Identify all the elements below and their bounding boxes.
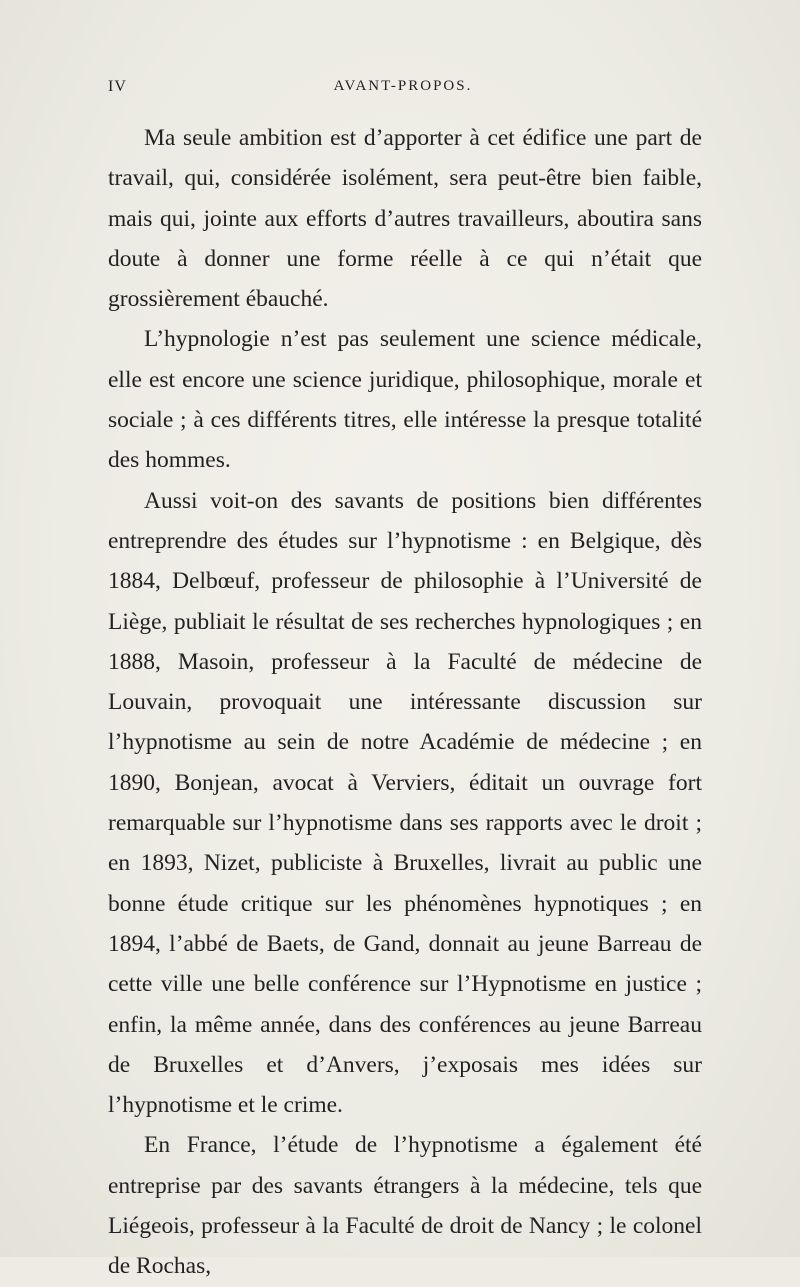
running-head: AVANT-PROPOS. [333,78,473,94]
paragraph-2: L’hypnologie n’est pas seulement une science médicale, elle est encore une science juridique, philosophique, morale et sociale ; à ces différents titres, elle intéresse la presque totalité des hommes. [108,326,702,474]
paragraph-1: Ma seule ambition est d’apporter à cet édifice une part de travail, qui, considérée isolément, sera peut-être bien faible, mais qui, jointe aux efforts d’autres travailleurs, aboutira sans doute à donner une forme réelle à ce qui n’était que grossièrement ébauché. [108,125,702,313]
page-header [108,78,698,102]
body-text [108,118,702,1287]
paragraph-3: Aussi voit-on des savants de positions bien différentes entreprendre des études sur l’hypnotisme : en Belgique, dès 1884, Delbœuf, professeur de philosophie à l’Université de Liège, publiait le résultat de ses recherches hypnologiques ; en 1888, Masoin, professeur à la Faculté de médecine de Louvain, provoquait une intéressante discussion sur l’hypnotisme au sein de notre Académie de médecine ; en 1890, Bonjean, avocat à Verviers, éditait un ouvrage fort remarquable sur l’hypnotisme dans ses rapports avec le droit ; en 1893, Nizet, publiciste à Bruxelles, livrait au public une bonne étude critique sur les phénomènes hypnotiques ; en 1894, l’abbé de Baets, de Gand, donnait au jeune Barreau de cette ville une belle conférence sur l’Hypnotisme en justice ; enfin, la même année, dans des conférences au jeune Barreau de Bruxelles et d’Anvers, j’exposais mes idées sur l’hypnotisme et le crime. [108,487,702,1119]
paragraph-4: En France, l’étude de l’hypnotisme a également été entreprise par des savants étrangers à la médecine, tels que Liégeois, professeur à la Faculté de droit de Nancy ; le colonel de Rochas, [108,1132,702,1280]
page-number: IV [108,78,127,95]
